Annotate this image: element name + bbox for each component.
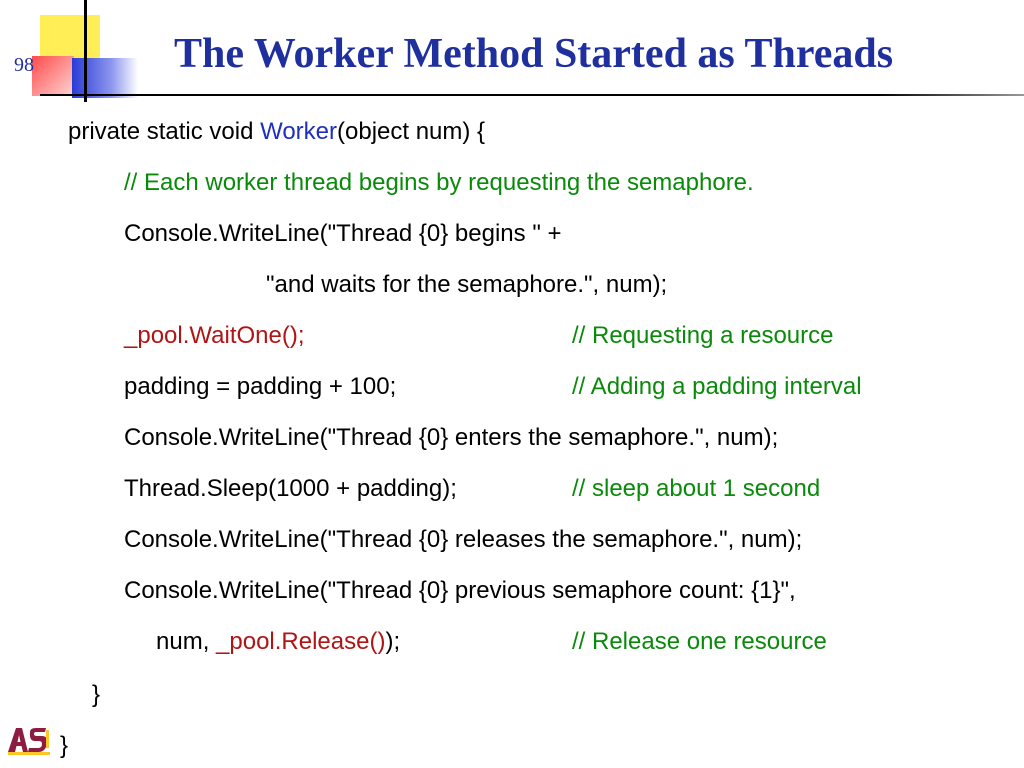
slide-title: The Worker Method Started as Threads	[174, 31, 894, 77]
code-text: (object num) {	[337, 118, 486, 145]
code-comment-8: // sleep about 1 second	[572, 475, 821, 502]
code-line-8: Thread.Sleep(1000 + padding);	[124, 475, 457, 502]
title-underline	[40, 94, 1024, 96]
code-comment-6: // Adding a padding interval	[572, 373, 862, 400]
code-line-6: padding = padding + 100;	[124, 373, 397, 400]
code-comment-11: // Release one resource	[572, 628, 827, 655]
code-line-7: Console.WriteLine("Thread {0} enters the semaphore.", num);	[124, 424, 779, 451]
code-line-12: }	[92, 681, 101, 708]
code-line-4: "and waits for the semaphore.", num);	[266, 271, 668, 298]
slide-number: 98	[14, 54, 34, 76]
release-call: _pool.Release()	[216, 628, 386, 655]
method-name: Worker	[260, 118, 337, 145]
code-line-5: _pool.WaitOne();	[124, 322, 305, 349]
code-text: num,	[156, 628, 217, 655]
asu-logo-icon	[6, 722, 52, 758]
code-line-9: Console.WriteLine("Thread {0} releases the semaphore.", num);	[124, 526, 803, 553]
code-line-11	[156, 628, 400, 656]
decor-blue-bar	[72, 58, 138, 98]
code-text: private static void	[68, 118, 261, 145]
decor-vertical-line	[84, 0, 87, 102]
code-line-3: Console.WriteLine("Thread {0} begins " +	[124, 220, 562, 247]
code-line-2: // Each worker thread begins by requesting the semaphore.	[124, 169, 754, 196]
code-line-1	[68, 118, 485, 146]
code-comment-5: // Requesting a resource	[572, 322, 834, 349]
code-line-13: }	[60, 732, 69, 759]
code-text: );	[385, 628, 401, 655]
code-line-10: Console.WriteLine("Thread {0} previous semaphore count: {1}",	[124, 577, 796, 604]
